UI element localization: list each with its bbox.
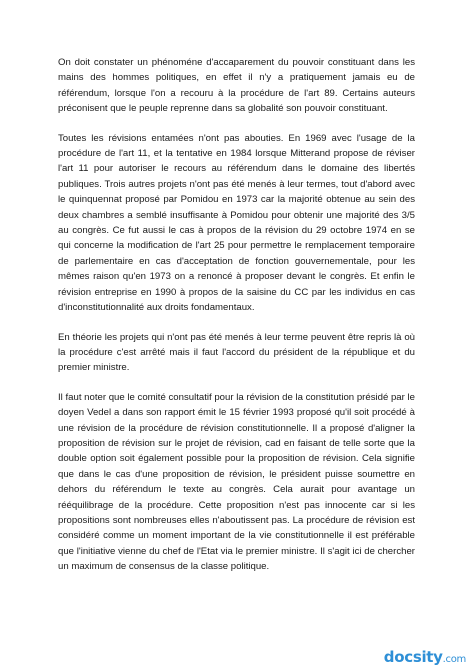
logo-suffix: .com (442, 654, 466, 665)
paragraph-4: Il faut noter que le comité consultatif pour la révision de la constitution présidé par le doyen Vedel a dans son rapport émit le 15 février 1993 proposé qu'il soit procédé à une révision de la procédure de révision constitutionnelle. Il a proposé d'aligner la proposition de révision sur le projet de révision, cad en faisant de telle sorte que la double option soit également possible pour la proposition de révision. Cela signifie que dans le cas d'une proposition de révision, le président puisse soumettre en dehors du référendum le texte au congrès. Cela aurait pour avantage un rééquilibrage de la procédure. Cette proposition n'est pas innocente car si les propositions sont nombreuses elles n'aboutissent pas. La procédure de révision est considéré comme un moment important de la vie constitutionnelle il est préférable que l'initiative vienne du chef de l'Etat via le premier ministre. Il s'agit ici de chercher un maximum de consensus de la classe politique. (58, 391, 415, 573)
docsity-logo[interactable] (384, 648, 466, 666)
logo-text: docsity (383, 648, 443, 666)
paragraph-2: Toutes les révisions entamées n'ont pas abouties. En 1969 avec l'usage de la procédure de l'art 11, et la tentative en 1984 lorsque Mitterand propose de réviser l'art 11 pour autoriser le recours au référendum dans le domaine des libertés publiques. Trois autres projets n'ont pas été menés à leur termes, tout d'abord avec le quinquennat proposé par Pomidou en 1973 car la majorité obtenue au sein des deux chambres a semblé insuffisante à Pomidou pour obtenir une majorité des 3/5 au congrès. Ce fut aussi le cas à propos de la révision du 29 octobre 1974 en se qui concerne la modification de l'art 25 pour permettre le remplacement temporaire de parlementaire en cas d'acceptation de fonction gouvernementale, pour les mêmes raison qu'en 1973 on a renoncé à proposer devant le congrès. Et enfin le révision entreprise en 1990 à propos de la saisine du CC par les individus en cas d'inconstitutionnalité aux droits fondamentaux. (58, 132, 415, 314)
document-body (58, 55, 415, 589)
paragraph-1: On doit constater un phénoméne d'accaparement du pouvoir constituant dans les mains des hommes politiques, en effet il n'y a pratiquement jamais eu de référendum, lorsque l'on a recouru à la procédure de l'art 89. Certains auteurs préconisent que le peuple reprenne dans sa globalité son pouvoir constituant. (58, 57, 415, 115)
paragraph-3: En théorie les projets qui n'ont pas été menés à leur terme peuvent être repris là où la procédure c'est arrêté mais il faut l'accord du président de la république et du premier ministre. (58, 331, 415, 374)
